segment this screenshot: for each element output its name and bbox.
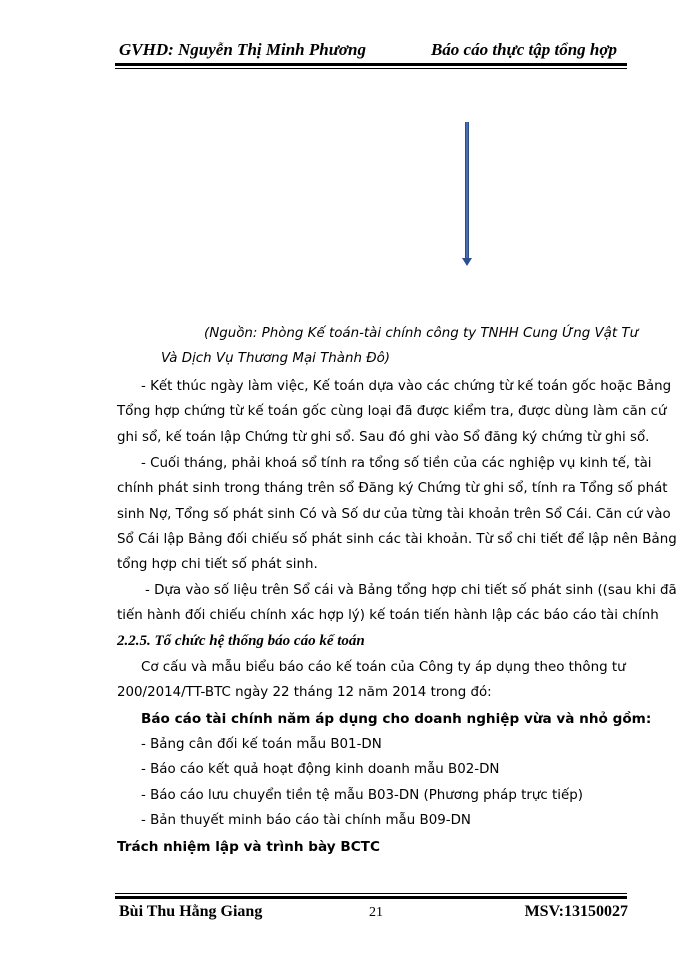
header-rule-thick: [115, 63, 627, 66]
report-list-heading: Báo cáo tài chính năm áp dụng cho doanh nghiệp vừa và nhỏ gồm:: [141, 711, 652, 727]
footer-page-number: 21: [369, 905, 383, 920]
footer-author: Bùi Thu Hằng Giang: [119, 903, 263, 920]
paragraph-3-line-2: tiến hành đối chiếu chính xác hợp lý) kế toán tiến hành lập các báo cáo tài chính: [117, 608, 659, 623]
report-list-item: - Báo cáo kết quả hoạt động kinh doanh mẫu B02-DN: [141, 762, 500, 777]
paragraph-3-line-1: - Dựa vào số liệu trên Sổ cái và Bảng tổng hợp chi tiết số phát sinh ((sau khi đã: [145, 583, 677, 598]
paragraph-4-line-2: 200/2014/TT-BTC ngày 22 tháng 12 năm 2014 trong đó:: [117, 685, 492, 700]
paragraph-2-line-4: Sổ Cái lập Bảng đối chiếu số phát sinh các tài khoản. Từ sổ chi tiết để lập nên Bảng: [117, 532, 677, 547]
report-list-item: - Bảng cân đối kế toán mẫu B01-DN: [141, 737, 382, 752]
header-report-title: Báo cáo thực tập tổng hợp: [430, 40, 617, 59]
paragraph-1-line-1: - Kết thúc ngày làm việc, Kế toán dựa vào các chứng từ kế toán gốc hoặc Bảng: [141, 379, 672, 394]
footer-student-id: MSV:13150027: [524, 903, 628, 920]
closing-heading: Trách nhiệm lập và trình bày BCTC: [117, 839, 380, 855]
header-supervisor: GVHD: Nguyễn Thị Minh Phương: [119, 40, 366, 59]
paragraph-2-line-2: chính phát sinh trong tháng trên sổ Đăng ký Chứng từ ghi sổ, tính ra Tổng số phát: [117, 481, 668, 496]
footer-rule-thin: [115, 893, 627, 894]
footer-rule-thick: [115, 896, 627, 899]
source-note-line-2: Và Dịch Vụ Thương Mại Thành Đô): [161, 351, 391, 366]
paragraph-4-line-1: Cơ cấu và mẫu biểu báo cáo kế toán của Công ty áp dụng theo thông tư: [141, 660, 626, 675]
paragraph-1-line-3: ghi sổ, kế toán lập Chứng từ ghi sổ. Sau đó ghi vào Sổ đăng ký chứng từ ghi sổ.: [117, 430, 650, 445]
paragraph-1-line-2: Tổng hợp chứng từ kế toán gốc cùng loại đã được kiểm tra, được dùng làm căn cứ: [117, 404, 667, 419]
report-list-item: - Báo cáo lưu chuyển tiền tệ mẫu B03-DN (Phương pháp trực tiếp): [141, 788, 583, 803]
page-header: [115, 38, 627, 64]
diagram-arrow-head: [462, 258, 472, 266]
report-list-item: - Bản thuyết minh báo cáo tài chính mẫu B09-DN: [141, 813, 471, 828]
section-heading: 2.2.5. Tổ chức hệ thống báo cáo kế toán: [117, 633, 365, 649]
source-note-line-1: (Nguồn: Phòng Kế toán-tài chính công ty TNHH Cung Ứng Vật Tư: [204, 326, 639, 341]
header-rule-thin: [115, 68, 627, 69]
paragraph-2-line-1: - Cuối tháng, phải khoá sổ tính ra tổng số tiền của các nghiệp vụ kinh tế, tài: [141, 456, 652, 471]
paragraph-2-line-3: sinh Nợ, Tổng số phát sinh Có và Số dư của từng tài khoản trên Sổ Cái. Căn cứ vào: [117, 507, 671, 522]
paragraph-2-line-5: tổng hợp chi tiết số phát sinh.: [117, 557, 318, 572]
diagram-arrow-shaft: [465, 122, 469, 262]
